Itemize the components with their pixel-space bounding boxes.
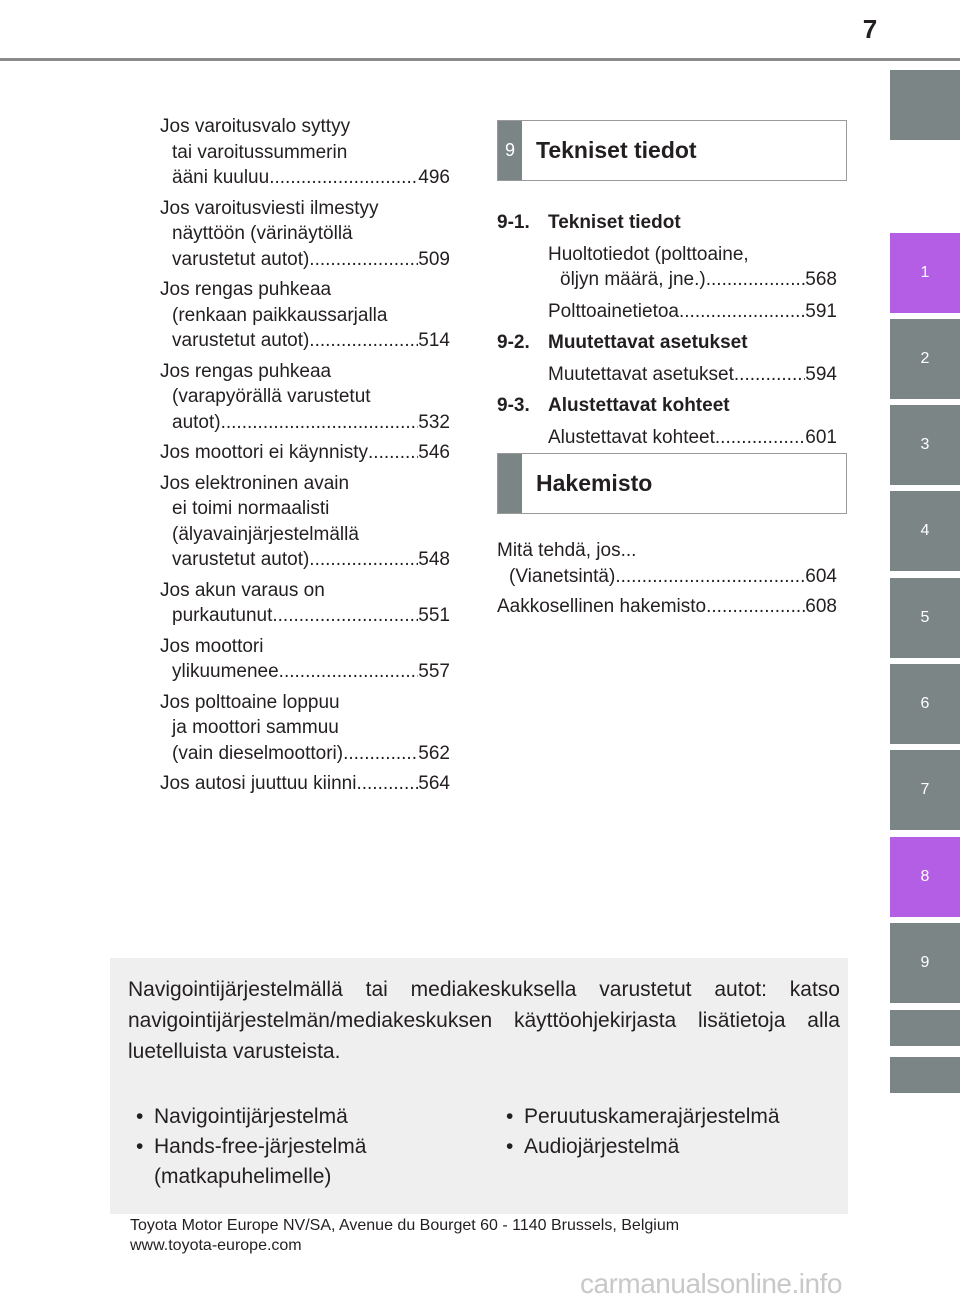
toc-entry-line: ei toimi normaalisti — [172, 498, 330, 519]
toc-entry-text: Muutettavat asetukset — [548, 363, 734, 385]
toc-page-number: 591 — [805, 300, 837, 322]
toc-page-number: 604 — [805, 565, 837, 587]
toc-entry-text: Polttoainetietoa — [548, 300, 679, 322]
toc-entry[interactable] — [160, 440, 450, 466]
toc-entry-leader — [160, 547, 450, 573]
subsection-title: Alustettavat kohteet — [548, 395, 730, 416]
nav-list-item: • Hands-free-järjestelmä (matkapuhelimelle) — [128, 1132, 458, 1192]
subsection-heading[interactable] — [497, 210, 837, 236]
toc-dots — [615, 564, 805, 590]
subsection-number: 9-2. — [497, 332, 530, 353]
toc-entry-leader — [160, 410, 450, 436]
subsection-title: Tekniset tiedot — [548, 212, 681, 233]
chapter-tab-5[interactable]: 5 — [890, 578, 960, 658]
index-title: Hakemisto — [536, 470, 653, 496]
toc-entry[interactable] — [160, 578, 450, 629]
toc-entry[interactable] — [497, 242, 837, 293]
toc-page-number: 568 — [805, 269, 837, 290]
toc-entry-text: varustetut autot) — [172, 330, 310, 351]
toc-entry-text: Jos autosi juuttuu kiinni — [160, 773, 357, 794]
toc-entry-leader — [548, 299, 837, 325]
toc-entry[interactable] — [497, 538, 837, 589]
subsection-number: 9-3. — [497, 395, 530, 416]
toc-entry-leader — [548, 267, 837, 293]
toc-dots — [715, 425, 805, 451]
toc-entry-leader — [160, 440, 450, 466]
toc-entry[interactable] — [160, 359, 450, 436]
toc-entry-leader — [548, 425, 837, 451]
toc-entry-leader — [160, 247, 450, 273]
chapter-tab-6[interactable]: 6 — [890, 664, 960, 744]
toc-dots — [734, 362, 805, 388]
toc-entry[interactable] — [160, 114, 450, 191]
subsection-heading[interactable] — [497, 330, 837, 356]
subsection-number: 9-1. — [497, 212, 530, 233]
toc-entry-text: ylikuumenee — [172, 661, 279, 682]
toc-entry[interactable] — [160, 471, 450, 573]
toc-entry[interactable] — [160, 634, 450, 685]
toc-entry[interactable] — [497, 594, 837, 620]
chapter-tab-1[interactable]: 1 — [890, 233, 960, 313]
toc-entry-text: autot) — [172, 411, 221, 433]
nav-list-item: • Navigointijärjestelmä — [128, 1102, 458, 1132]
toc-entry-text: (Vianetsintä) — [509, 565, 616, 587]
section-marker — [498, 454, 522, 513]
toc-entry-line: (varapyörällä varustetut — [172, 386, 371, 407]
index-contents — [497, 538, 837, 625]
toc-entry-leader — [160, 328, 450, 354]
toc-entry-leader — [160, 165, 450, 191]
toc-page-number: 562 — [418, 742, 450, 764]
section-9-header — [497, 120, 847, 181]
toc-page-number: 608 — [805, 596, 837, 617]
chapter-tab-3[interactable]: 3 — [890, 405, 960, 485]
toc-entry-line: Jos rengas puhkeaa — [160, 279, 332, 300]
index-section-header — [497, 453, 847, 514]
toc-entry[interactable] — [497, 362, 837, 388]
toc-entry-text: varustetut autot) — [172, 549, 310, 570]
toc-entry-leader — [160, 741, 450, 767]
toc-page-number: 509 — [418, 248, 450, 270]
navigation-note-text: Navigointijärjestelmällä tai mediakeskuksella varustetut autot: katso navigointijärjestelmän/mediakeskuksen käyttöohjekirjasta lisätietoja alla luetelluista varusteista. — [128, 978, 840, 1063]
toc-entry-text: ääni kuuluu — [172, 167, 270, 188]
troubleshooting-contents — [160, 114, 450, 802]
chapter-tab-2[interactable]: 2 — [890, 319, 960, 399]
toc-entry-line: näyttöön (värinäytöllä — [172, 223, 353, 244]
toc-entry-line: Mitä tehdä, jos... — [497, 540, 637, 561]
toc-entry-line: Jos polttoaine loppuu — [160, 691, 340, 713]
chapter-tab-blank[interactable] — [890, 1057, 960, 1093]
nav-list-item: • Peruutuskamerajärjestelmä — [498, 1102, 838, 1132]
toc-entry-line: Jos varoitusviesti ilmestyy — [160, 197, 379, 219]
nav-list-left — [128, 1102, 458, 1192]
toc-entry-line: (renkaan paikkaussarjalla — [172, 304, 388, 326]
chapter-tab-blank[interactable] — [890, 70, 960, 140]
toc-dots — [309, 247, 418, 273]
section-number: 9 — [498, 121, 522, 180]
footer — [130, 1216, 679, 1256]
page-number: 7 — [862, 14, 878, 44]
toc-entry-line: Jos moottori — [160, 635, 264, 657]
toc-entry-line: Jos rengas puhkeaa — [160, 360, 332, 382]
toc-page-number: 532 — [418, 411, 450, 433]
toc-dots — [309, 547, 418, 573]
chapter-tab-4[interactable]: 4 — [890, 491, 960, 571]
toc-entry[interactable] — [160, 196, 450, 273]
toc-entry-line: Jos varoitusvalo syttyy — [160, 116, 351, 137]
section-title: Tekniset tiedot — [536, 137, 697, 163]
toc-dots — [279, 659, 419, 685]
toc-page-number: 594 — [805, 363, 837, 385]
section-9-contents — [497, 204, 837, 450]
toc-page-number: 601 — [805, 426, 837, 448]
toc-entry-line: Huoltotiedot (polttoaine, — [548, 243, 749, 265]
toc-page-number: 564 — [418, 773, 450, 794]
toc-page-number: 551 — [418, 605, 450, 626]
toc-entry-line: (älyavainjärjestelmällä — [172, 523, 359, 545]
toc-entry[interactable] — [160, 771, 450, 797]
toc-page-number: 546 — [418, 442, 450, 463]
toc-entry-leader — [497, 564, 837, 590]
toc-entry[interactable] — [160, 690, 450, 767]
toc-dots — [706, 594, 805, 620]
nav-list-right — [498, 1102, 838, 1162]
chapter-tab-9[interactable]: 9 — [890, 923, 960, 1003]
toc-entry[interactable] — [497, 299, 837, 325]
toc-entry-line: Jos elektroninen avain — [160, 472, 350, 494]
toc-entry[interactable] — [497, 425, 837, 451]
toc-dots — [269, 165, 418, 191]
toc-entry-line: Jos akun varaus on — [160, 579, 325, 601]
toc-dots — [309, 328, 418, 354]
toc-entry-text: Alustettavat kohteet — [548, 426, 715, 448]
nav-list-item: • Audiojärjestelmä — [498, 1132, 838, 1162]
toc-entry-leader — [160, 771, 450, 797]
toc-page-number: 557 — [418, 661, 450, 682]
footer-url[interactable]: www.toyota-europe.com — [130, 1237, 302, 1254]
toc-dots — [272, 603, 418, 629]
footer-address: Toyota Motor Europe NV/SA, Avenue du Bourget 60 - 1140 Brussels, Belgium — [130, 1217, 680, 1234]
chapter-tab-blank[interactable] — [890, 1010, 960, 1046]
chapter-tab-7[interactable]: 7 — [890, 750, 960, 830]
toc-entry-text: öljyn määrä, jne.) — [560, 269, 706, 290]
toc-entry-text: varustetut autot) — [172, 248, 310, 270]
toc-entry-text: purkautunut — [172, 605, 273, 626]
toc-dots — [356, 771, 418, 797]
toc-dots — [679, 299, 805, 325]
toc-entry[interactable] — [160, 277, 450, 354]
toc-entry-leader — [548, 362, 837, 388]
toc-page-number: 548 — [418, 549, 450, 570]
subsection-heading[interactable] — [497, 393, 837, 419]
chapter-tab-8[interactable]: 8 — [890, 837, 960, 917]
toc-entry-text: Aakkosellinen hakemisto — [497, 596, 707, 617]
toc-dots — [343, 741, 418, 767]
toc-dots — [368, 440, 418, 466]
toc-entry-leader — [497, 594, 837, 620]
watermark: carmanualsonline.info — [580, 1268, 842, 1299]
toc-page-number: 496 — [418, 167, 450, 188]
toc-entry-text: Jos moottori ei käynnisty — [160, 442, 369, 463]
toc-entry-leader — [160, 603, 450, 629]
top-rule — [0, 58, 960, 61]
toc-dots — [706, 267, 806, 293]
navigation-note-box — [110, 958, 848, 1214]
toc-page-number: 514 — [418, 330, 450, 351]
toc-entry-leader — [160, 659, 450, 685]
toc-entry-text: (vain dieselmoottori) — [172, 742, 344, 764]
toc-entry-line: tai varoitussummerin — [172, 141, 348, 163]
subsection-title: Muutettavat asetukset — [548, 332, 748, 353]
toc-entry-line: ja moottori sammuu — [172, 717, 339, 738]
toc-dots — [221, 410, 419, 436]
